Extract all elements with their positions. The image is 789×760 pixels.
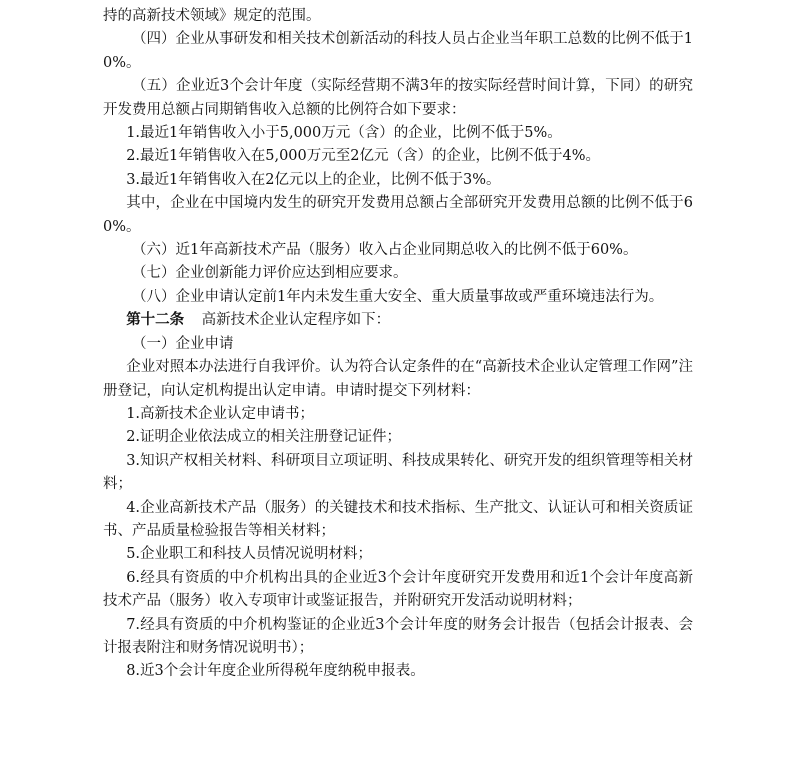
paragraph-item-6-product-income: （六）近1年高新技术产品（服务）收入占企业同期总收入的比例不低于60%。	[132, 242, 638, 259]
paragraph-item-4-staff-ratio: （四）企业从事研发和相关技术创新活动的科技人员占企业当年职工总数的比例不低于10%。	[103, 31, 693, 71]
paragraph-item-8-no-accidents: （八）企业申请认定前1年内未发生重大安全、重大质量事故或严重环境违法行为。	[132, 288, 664, 305]
article-heading	[103, 309, 693, 332]
paragraph-scope-continued: 持的高新技术领域》规定的范围。	[103, 8, 321, 24]
paragraph-material-2: 2.证明企业依法成立的相关注册登记证件；	[126, 429, 402, 446]
paragraph-material-4: 4.企业高新技术产品（服务）的关键技术和技术指标、生产批文、认证认可和相关资质证书、产品质量检验报告等相关材料；	[103, 499, 693, 539]
paragraph-material-7: 7.经具有资质的中介机构鉴证的企业近3个会计年度的财务会计报告（包括会计报表、会计报表附注和财务情况说明书）；	[103, 616, 693, 656]
paragraph-material-3: 3.知识产权相关材料、科研项目立项证明、科技成果转化、研究开发的组织管理等相关材料；	[103, 452, 693, 493]
article-number: 第十二条	[126, 312, 185, 329]
paragraph-material-1: 1.高新技术企业认定申请书；	[126, 405, 315, 422]
paragraph-item-5-rd-expense: （五）企业近3个会计年度（实际经营期不满3年的按实际经营时间计算，下同）的研究开发费用总额占同期销售收入总额的比例符合如下要求：	[103, 78, 693, 118]
paragraph-step-1-title: （一）企业申请	[132, 335, 234, 352]
article-title: 高新技术企业认定程序如下：	[201, 312, 391, 329]
paragraph-rd-rule-2: 2.最近1年销售收入在5,000万元至2亿元（含）的企业，比例不低于4%。	[126, 148, 600, 165]
document-body	[103, 5, 693, 684]
paragraph-rd-rule-3: 3.最近1年销售收入在2亿元以上的企业，比例不低于3%。	[126, 171, 501, 188]
paragraph-rd-rule-1: 1.最近1年销售收入小于5,000万元（含）的企业，比例不低于5%。	[126, 125, 562, 142]
paragraph-material-6: 6.经具有资质的中介机构出具的企业近3个会计年度研究开发费用和近1个会计年度高新技术产品（服务）收入专项审计或鉴证报告，并附研究开发活动说明材料；	[103, 569, 693, 610]
paragraph-self-evaluation: 企业对照本办法进行自我评价。认为符合认定条件的在“高新技术企业认定管理工作网”注册登记，向认定机构提出认定申请。申请时提交下列材料：	[103, 359, 693, 399]
paragraph-material-8: 8.近3个会计年度企业所得税年度纳税申报表。	[126, 663, 425, 680]
paragraph-item-7-innovation: （七）企业创新能力评价应达到相应要求。	[132, 265, 408, 282]
paragraph-material-5: 5.企业职工和科技人员情况说明材料；	[126, 546, 373, 563]
paragraph-domestic-rd: 其中，企业在中国境内发生的研究开发费用总额占全部研究开发费用总额的比例不低于60%。	[103, 195, 693, 235]
